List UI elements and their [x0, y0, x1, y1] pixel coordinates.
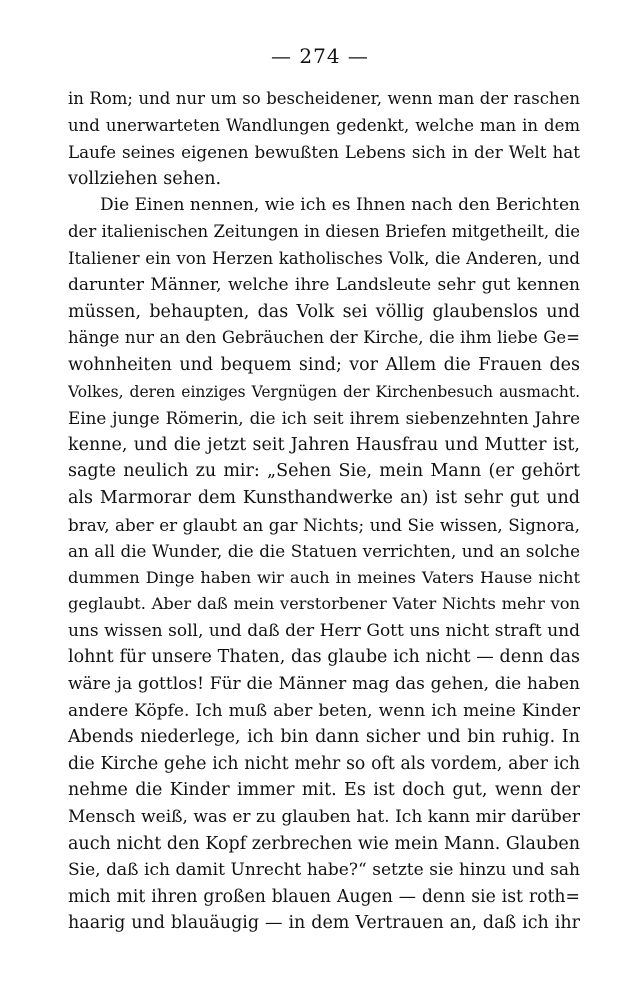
text-line: Sie, daß ich damit Unrecht habe?“ setzte sie hinzu und sah: [68, 860, 580, 881]
text-line: brav, aber er glaubt an gar Nichts; und Sie wissen, Signora,: [68, 514, 580, 535]
text-line: kenne, und die jetzt seit Jahren Hausfrau und Mutter ist,: [68, 434, 580, 455]
text-line: wohnheiten und bequem sind; vor Allem die Frauen des: [68, 354, 580, 375]
text-line: wäre ja gottlos! Für die Männer mag das gehen, die haben: [68, 674, 580, 695]
text-line: als Marmorar dem Kunsthandwerke an) ist sehr gut und: [68, 487, 580, 508]
text-line: Laufe seines eigenen bewußten Lebens sich in der Welt hat: [68, 142, 580, 163]
text-line: die Kirche gehe ich nicht mehr so oft als vordem, aber ich: [68, 753, 580, 774]
text-line: Abends niederlege, ich bin dann sicher und bin ruhig. In: [68, 727, 580, 748]
text-line: in Rom; und nur um so bescheidener, wenn man der raschen: [68, 89, 580, 108]
body-text: [68, 86, 580, 937]
text-line: nehme die Kinder immer mit. Es ist doch gut, wenn der: [68, 780, 580, 801]
text-line: Eine junge Römerin, die ich seit ihrem siebenzehnten Jahre: [68, 408, 580, 429]
text-line: hänge nur an den Gebräuchen der Kirche, die ihm liebe Ge=: [68, 328, 580, 348]
text-line: uns wissen soll, und daß der Herr Gott uns nicht straft und: [68, 620, 580, 641]
text-line: und unerwarteten Wandlungen gedenkt, welche man in dem: [68, 115, 580, 135]
text-line: an all die Wunder, die die Statuen verrichten, und an solche: [68, 541, 580, 562]
text-line: auch nicht den Kopf zerbrechen wie mein Mann. Glauben: [68, 833, 580, 854]
text-line: vollziehen sehen.: [68, 168, 222, 189]
text-line: müssen, behaupten, das Volk sei völlig glaubenslos und: [68, 301, 580, 322]
text-line: Mensch weiß, was er zu glauben hat. Ich kann mir darüber: [68, 807, 580, 828]
text-line: Italiener ein von Herzen katholisches Volk, die Anderen, und: [68, 248, 580, 268]
text-line: darunter Männer, welche ihre Landsleute sehr gut kennen: [68, 275, 580, 296]
text-line: lohnt für unsere Thaten, das glaube ich nicht — denn das: [68, 647, 580, 668]
text-line: mich mit ihren großen blauen Augen — denn sie ist roth=: [68, 886, 580, 907]
text-line: Die Einen nennen, wie ich es Ihnen nach den Berichten: [100, 195, 580, 216]
text-line: dummen Dinge haben wir auch in meines Vaters Hause nicht: [68, 567, 580, 587]
text-line: sagte neulich zu mir: „Sehen Sie, mein Mann (er gehört: [68, 461, 580, 482]
text-line: Volkes, deren einziges Vergnügen der Kirchenbesuch ausmacht.: [68, 382, 580, 401]
text-line: der italienischen Zeitungen in diesen Briefen mitgetheilt, die: [68, 221, 580, 241]
page-number: — 274 —: [271, 44, 369, 68]
text-line: geglaubt. Aber daß mein verstorbener Vater Nichts mehr von: [68, 594, 580, 614]
text-line: andere Köpfe. Ich muß aber beten, wenn ich meine Kinder: [68, 700, 580, 721]
text-line: haarig und blauäugig — in dem Vertrauen an, daß ich ihr: [68, 913, 580, 934]
